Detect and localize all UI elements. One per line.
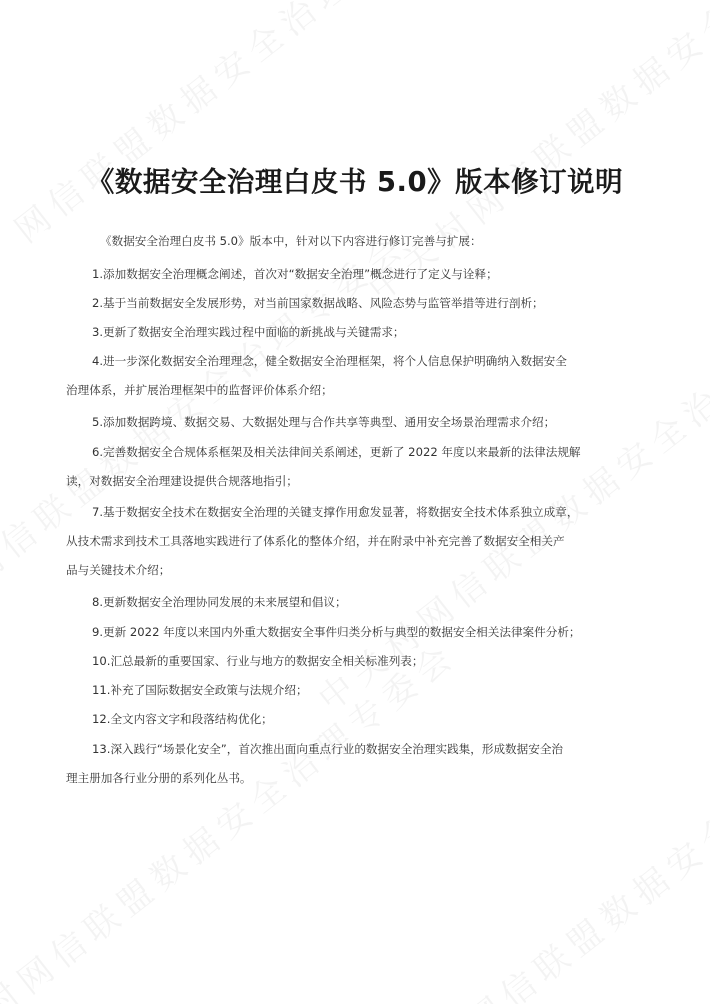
list-item-text: 3.更新了数据安全治理实践过程中面临的新挑战与关键需求； <box>92 325 405 339</box>
list-item <box>66 347 645 405</box>
intro-paragraph: 《数据安全治理白皮书 5.0》版本中，针对以下内容进行修订完善与扩展： <box>100 234 482 248</box>
list-item-text: 11.补充了国际数据安全政策与法规介绍； <box>92 683 308 697</box>
list-item <box>92 618 645 647</box>
list-item-text: 12.全文内容文字和段落结构优化； <box>92 712 273 726</box>
list-item <box>92 318 645 347</box>
list-item-text: 从技术需求到技术工具落地实践进行了体系化的整体介绍，并在附录中补充完善了数据安全相关产 <box>66 534 565 548</box>
list-item <box>92 705 645 734</box>
list-item-text: 8.更新数据安全治理协同发展的未来展望和倡议； <box>92 595 347 609</box>
list-item <box>66 498 645 585</box>
list-item <box>92 647 645 676</box>
list-item <box>92 289 645 318</box>
list-item <box>92 408 645 437</box>
list-item <box>92 260 645 289</box>
list-item <box>66 438 645 496</box>
list-item <box>66 735 645 793</box>
list-item-text: 1.添加数据安全治理概念阐述，首次对“数据安全治理”概念进行了定义与诠释； <box>92 267 498 281</box>
list-item-text: 4.进一步深化数据安全治理理念，健全数据安全治理框架，将个人信息保护明确纳入数据安全 <box>92 354 567 368</box>
list-item-text: 2.基于当前数据安全发展形势，对当前国家数据战略、风险态势与监管举措等进行剖析； <box>92 296 544 310</box>
list-item-text: 读，对数据安全治理建设提供合规落地指引； <box>66 474 298 488</box>
list-item-text: 7.基于数据安全技术在数据安全治理的关键支撑作用愈发显著，将数据安全技术体系独立成章， <box>92 505 579 519</box>
list-item-text: 治理体系，并扩展治理框架中的监督评价体系介绍； <box>66 383 333 397</box>
list-item-text: 13.深入践行“场景化安全”，首次推出面向重点行业的数据安全治理实践集，形成数据安全治 <box>92 742 564 756</box>
list-item-text: 品与关键技术介绍； <box>66 563 171 577</box>
list-item-text: 理主册加各行业分册的系列化丛书。 <box>66 771 252 785</box>
list-item-text: 9.更新 2022 年度以来国内外重大数据安全事件归类分析与典型的数据安全相关法律案件分析； <box>92 625 581 639</box>
list-item-text: 6.完善数据安全合规体系框架及相关法律间关系阐述，更新了 2022 年度以来最新的法律法规解 <box>92 445 581 459</box>
document-title: 《数据安全治理白皮书 5.0》版本修订说明 <box>86 166 624 198</box>
list-item <box>92 676 645 705</box>
list-item-text: 10.汇总最新的重要国家、行业与地方的数据安全相关标准列表； <box>92 654 424 668</box>
list-item-text: 5.添加数据跨境、数据交易、大数据处理与合作共享等典型、通用安全场景治理需求介绍； <box>92 415 556 429</box>
list-item <box>92 588 645 617</box>
